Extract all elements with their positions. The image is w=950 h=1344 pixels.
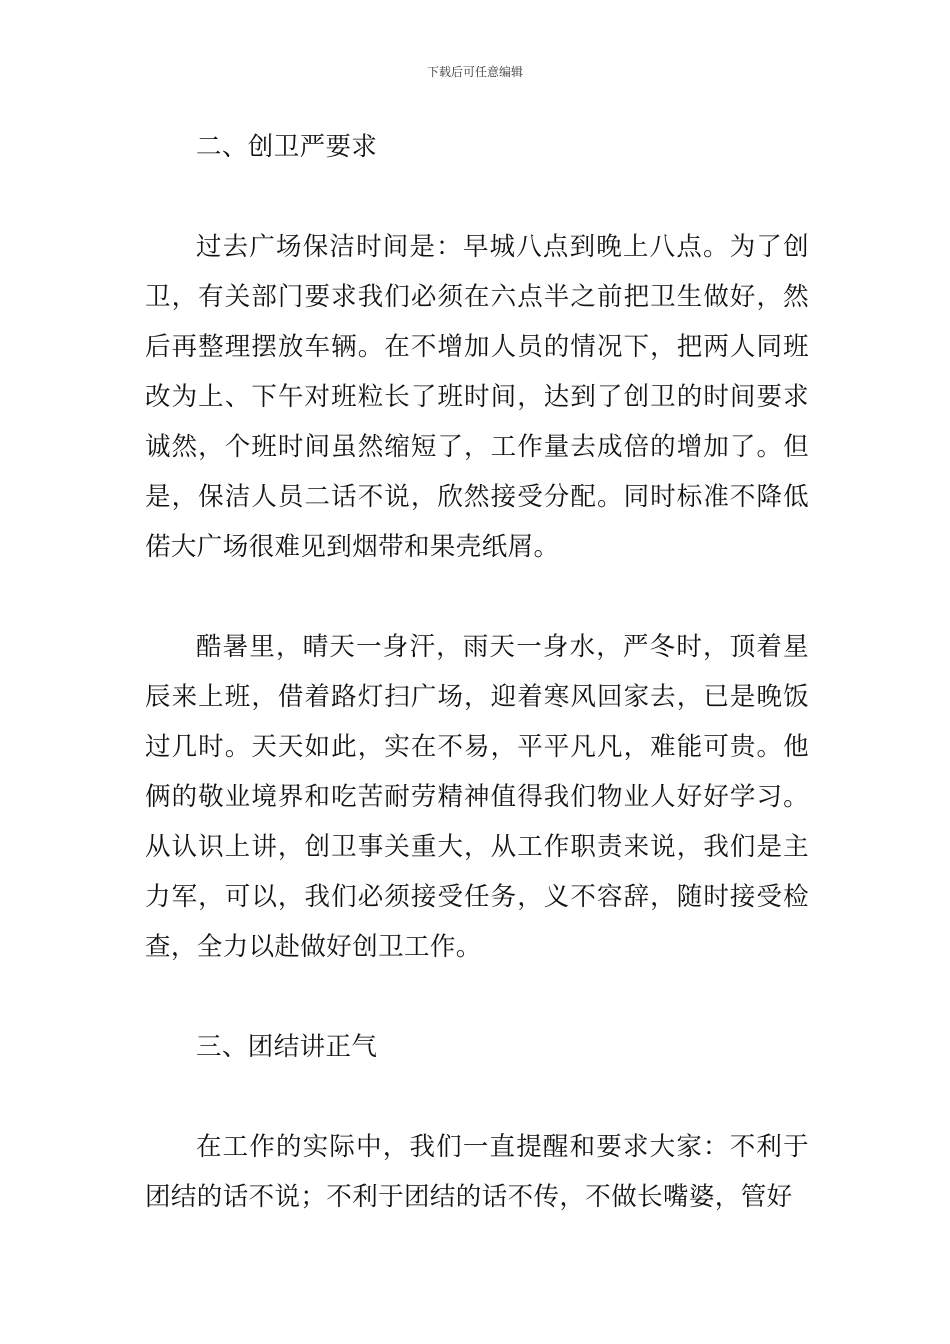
- section-heading-create-sanitation: 二、创卫严要求: [196, 132, 378, 162]
- section-heading-unity: 三、团结讲正气: [196, 1032, 378, 1062]
- page-header: 下载后可任意编辑: [426, 65, 523, 79]
- paragraph-cleaning-schedule: 过去广场保洁时间是：早城八点到晚上八点。为了创卫，有关部门要求我们必须在六点半之前把卫生做好，然后再整理摆放车辆。在不增加人员的情况下，把两人同班改为上、下午对班粒长了班时间，达到了创卫的时间要求诚然，个班时间虽然缩短了，工作量去成倍的增加了。但是，保洁人员二话不说，欣然接受分配。同时标准不降低偌大广场很难见到烟带和果壳纸屑。: [145, 232, 809, 562]
- document-body: [145, 122, 809, 1222]
- paragraph-unity-requirements: 在工作的实际中，我们一直提醒和要求大家：不利于团结的话不说；不利于团结的话不传，不做长嘴婆，管好: [145, 1132, 809, 1212]
- paragraph-hard-work: 酷暑里，晴天一身汗，雨天一身水，严冬时，顶着星辰来上班，借着路灯扫广场，迎着寒风回家去，已是晚饭过几时。天天如此，实在不易，平平凡凡，难能可贵。他俩的敬业境界和吃苦耐劳精神值得我们物业人好好学习。从认识上讲，创卫事关重大，从工作职责来说，我们是主力军，可以，我们必须接受任务，义不容辞，随时接受检查，全力以赴做好创卫工作。: [145, 632, 809, 962]
